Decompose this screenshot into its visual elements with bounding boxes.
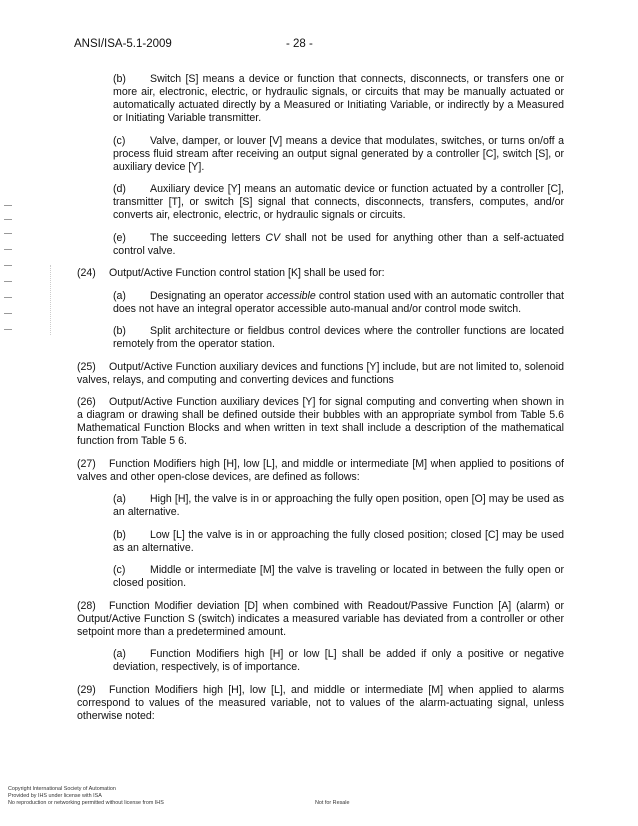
margin-dots xyxy=(50,265,57,335)
clause-27a xyxy=(77,493,564,519)
clause-24b xyxy=(77,325,564,351)
item-label: (25) xyxy=(77,360,96,373)
item-text-emphasis: accessible xyxy=(266,289,316,302)
clause-25 xyxy=(77,361,564,387)
item-text: Function Modifier deviation [D] when combined with Readout/Passive Function [A] (alarm) or Output/Active Function S (switch) indicates a measured variable has deviated from a controller or other setpoint more than a predetermined amount. xyxy=(77,599,564,638)
copyright-line: Copyright International Society of Automation xyxy=(8,786,116,792)
item-label: (a) xyxy=(113,648,126,660)
item-label: (24) xyxy=(77,267,96,279)
clause-27 xyxy=(77,458,564,484)
item-text: Output/Active Function control station [K] shall be used for: xyxy=(109,267,385,279)
item-text: Low [L] the valve is in or approaching the fully closed position; closed [C] may be used as an alternative. xyxy=(113,528,564,554)
clause-27c xyxy=(77,564,564,590)
item-label: (a) xyxy=(113,493,126,505)
item-label: (d) xyxy=(113,183,126,195)
reproduction-line: No reproduction or networking permitted without license from IHS xyxy=(8,800,164,806)
item-label: (26) xyxy=(77,396,96,408)
item-text: Function Modifiers high [H] or low [L] shall be added if only a positive or negative deviation, respectively, is of importance. xyxy=(113,648,564,673)
item-text: Output/Active Function auxiliary devices [Y] for signal computing and converting when shown in a diagram or drawing shall be defined outside their bubbles with an appropriate symbol from Table 5.6 Mathematical Function Blocks and when written in text shall include a description of the mathematical function from Table 5 6. xyxy=(77,396,564,447)
item-text-post: control station used with an automatic controller that does not have an integral operator accessible auto-manual and/or control mode switch. xyxy=(113,289,564,315)
clause-24a xyxy=(77,290,564,316)
item-text: Auxiliary device [Y] means an automatic device or function actuated by a controller [C], transmitter [T], or switch [S] signal that connects, disconnects, transfers, computes, and/or converts air, electronic, electric, or hydraulic signals or circuits. xyxy=(113,183,564,221)
clause-26 xyxy=(77,396,564,448)
clause-23e xyxy=(77,232,564,258)
clause-23b xyxy=(77,73,564,125)
item-label: (e) xyxy=(113,231,126,244)
item-text: Middle or intermediate [M] the valve is traveling or located in between the fully open or closed position. xyxy=(113,564,564,589)
item-text: High [H], the valve is in or approaching the fully open position, open [O] may be used as an alternative. xyxy=(113,493,564,518)
item-label: (29) xyxy=(77,683,96,696)
clause-28a xyxy=(77,648,564,674)
item-label: (c) xyxy=(113,134,126,147)
clause-29 xyxy=(77,684,564,723)
clause-28 xyxy=(77,600,564,639)
item-text: Output/Active Function auxiliary devices and functions [Y] include, but are not limited to, solenoid valves, relays, and computing and converting devices and functions xyxy=(77,360,564,386)
item-text-post: shall not be used for anything other than a self-actuated control valve. xyxy=(113,231,564,257)
license-line: Provided by IHS under license with ISA xyxy=(8,793,102,799)
item-text: Switch [S] means a device or function that connects, disconnects, or transfers one or more air, electronic, electric, or hydraulic signals, or circuits that may be manually actuated or automatically actuated directly by a Measured or Initiating Variable, or indirectly by a Measured or Initiating Variable transmitter. xyxy=(113,73,564,124)
item-text-emphasis: CV xyxy=(265,231,281,244)
clause-24 xyxy=(77,267,564,280)
item-text-pre: The succeeding letters xyxy=(150,231,266,244)
clause-27b xyxy=(77,529,564,555)
item-label: (27) xyxy=(77,457,96,470)
clause-23c xyxy=(77,135,564,174)
item-label: (28) xyxy=(77,599,96,612)
page-footer xyxy=(8,786,628,807)
item-label: (b) xyxy=(113,528,126,541)
not-for-resale: Not for Resale xyxy=(315,800,350,806)
page-body xyxy=(77,73,564,732)
item-label: (c) xyxy=(113,564,126,576)
clause-23d xyxy=(77,183,564,222)
item-label: (b) xyxy=(113,325,126,337)
item-text: Function Modifiers high [H], low [L], and middle or intermediate [M] when applied to alarms correspond to values of the measured variable, not to values of the alarm-actuating signal, unless otherwise noted: xyxy=(77,683,564,722)
item-text: Valve, damper, or louver [V] means a device that modulates, switches, or turns on/off a process fluid stream after receiving an output signal generated by a controller [C], switch [S], or auxiliary device [Y]. xyxy=(113,134,564,173)
item-text: Function Modifiers high [H], low [L], and middle or intermediate [M] when applied to positions of valves and other open-close devices, are defined as follows: xyxy=(77,457,564,483)
margin-marks xyxy=(4,205,14,335)
standard-id: ANSI/ISA-5.1-2009 xyxy=(74,38,172,50)
item-label: (b) xyxy=(113,73,126,85)
item-text-pre: Designating an operator xyxy=(150,289,267,302)
page-number: - 28 - xyxy=(286,38,313,50)
item-label: (a) xyxy=(113,289,126,302)
item-text: Split architecture or fieldbus control devices where the controller functions are located remotely from the operator station. xyxy=(113,325,564,350)
